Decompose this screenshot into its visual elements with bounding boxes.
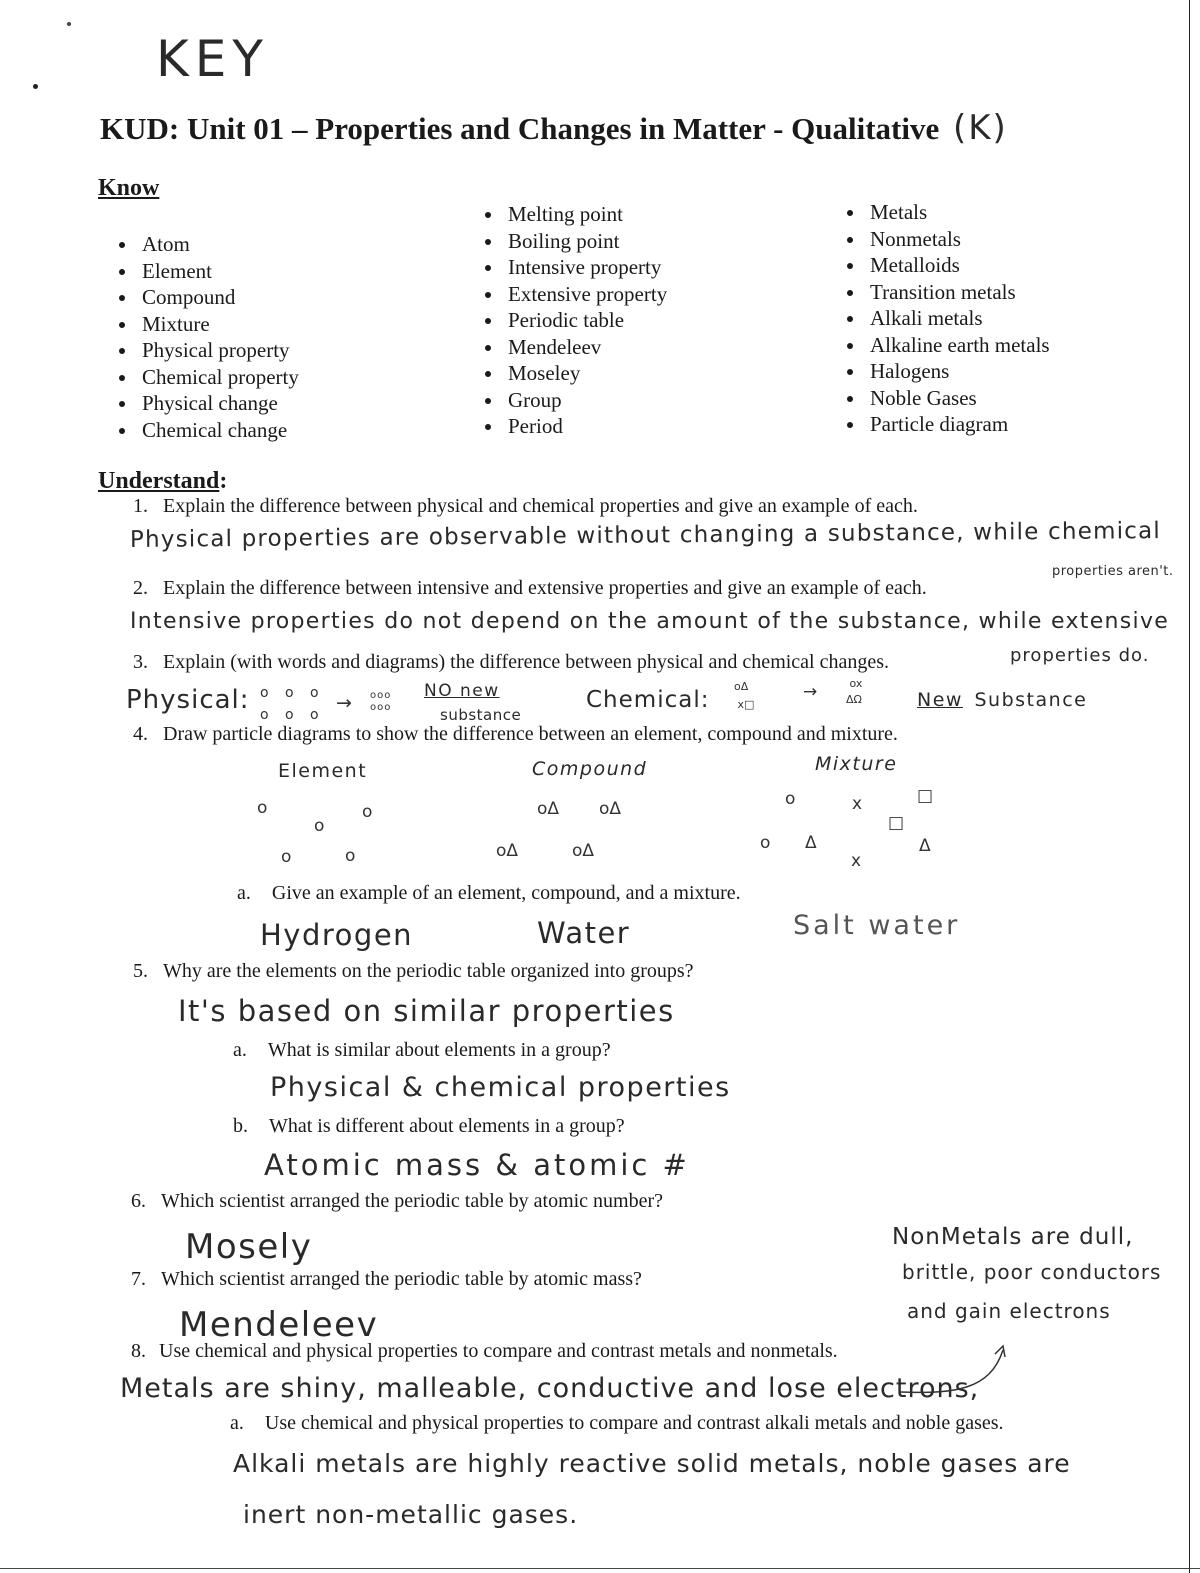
know-list-col3 xyxy=(834,199,1050,438)
page-title xyxy=(100,108,1008,148)
list-item: • Compound xyxy=(138,284,299,311)
chemical-change-label: Chemical: xyxy=(586,687,710,713)
question-text: Why are the elements on the periodic table organized into groups? xyxy=(163,960,694,982)
know-list-col2 xyxy=(472,201,667,440)
list-item: • Nonmetals xyxy=(866,226,1050,253)
question-4 xyxy=(133,723,898,746)
list-item: • Chemical change xyxy=(138,417,299,444)
compound-diagram-label: Compound xyxy=(532,758,648,780)
list-item: • Extensive property xyxy=(504,281,667,308)
list-item: • Metalloids xyxy=(866,252,1050,279)
mixture-diagram-label: Mixture xyxy=(815,753,898,775)
new-text: New xyxy=(917,689,963,711)
answer-4a-element: Hydrogen xyxy=(260,918,414,952)
question-4a xyxy=(237,882,741,905)
list-item: • Mixture xyxy=(138,311,299,338)
list-item: • Moseley xyxy=(504,360,667,387)
question-text: Draw particle diagrams to show the difference between an element, compound and mixture. xyxy=(163,723,898,745)
question-text: Which scientist arranged the periodic table by atomic number? xyxy=(161,1190,664,1212)
question-number: 6. xyxy=(131,1190,146,1212)
scan-speck xyxy=(33,84,38,89)
element-particle: o xyxy=(345,846,356,866)
element-particle: o xyxy=(257,798,268,818)
mixture-particle: x xyxy=(852,794,863,814)
answer-7: Mendeleev xyxy=(179,1305,379,1345)
question-text: What is different about elements in a group? xyxy=(269,1115,625,1137)
question-text: Give an example of an element, compound, and a mixture. xyxy=(271,882,741,904)
question-1 xyxy=(133,495,918,518)
element-particle: o xyxy=(281,847,292,867)
question-number: 1. xyxy=(133,495,148,517)
question-number: 5. xyxy=(133,960,148,982)
list-item: • Halogens xyxy=(866,358,1050,385)
mixture-particle: o xyxy=(760,833,771,853)
list-item: • Particle diagram xyxy=(866,411,1050,438)
list-item: • Period xyxy=(504,413,667,440)
question-8 xyxy=(131,1340,838,1363)
list-item: • Transition metals xyxy=(866,279,1050,306)
question-6 xyxy=(131,1190,663,1213)
list-item: • Group xyxy=(504,387,667,414)
question-5b xyxy=(233,1115,625,1138)
list-item: • Intensive property xyxy=(504,254,667,281)
list-item: • Element xyxy=(138,258,299,285)
question-5a xyxy=(233,1039,611,1062)
mixture-particle: Δ xyxy=(919,836,931,856)
list-item: • Alkaline earth metals xyxy=(866,332,1050,359)
list-item: • Periodic table xyxy=(504,307,667,334)
answer-8: Metals are shiny, malleable, conductive and lose electrons, xyxy=(120,1373,980,1404)
compound-particle: oΔ xyxy=(599,799,622,819)
nonmetals-note-line3: and gain electrons xyxy=(907,1299,1111,1323)
new-substance-label xyxy=(917,689,1087,711)
key-label: KEY xyxy=(156,30,269,88)
answer-8a-line2: inert non-metallic gases. xyxy=(243,1500,579,1529)
question-text: Use chemical and physical properties to compare and contrast metals and nonmetals. xyxy=(159,1340,838,1362)
understand-heading-text: Understand xyxy=(98,468,220,494)
question-text: Use chemical and physical properties to compare and contrast alkali metals and noble gases. xyxy=(264,1412,1004,1434)
page-edge xyxy=(0,1568,1200,1569)
nonmetals-note-line2: brittle, poor conductors xyxy=(902,1260,1162,1284)
answer-1: Physical properties are observable without changing a substance, while chemical xyxy=(129,518,1162,553)
question-text: Explain (with words and diagrams) the difference between physical and chemical changes. xyxy=(163,651,890,673)
mixture-particle: Δ xyxy=(805,833,817,853)
compound-particle: oΔ xyxy=(496,841,519,861)
question-text: What is similar about elements in a group? xyxy=(267,1039,611,1061)
question-number: b. xyxy=(233,1115,248,1137)
compound-particle: oΔ xyxy=(537,799,560,819)
arrow-icon: → xyxy=(336,692,352,714)
question-number: 4. xyxy=(133,723,148,745)
substance-label: substance xyxy=(440,706,522,724)
list-item: • Mendeleev xyxy=(504,334,667,361)
answer-5: It's based on similar properties xyxy=(178,994,675,1028)
particles-after: ooo ooo xyxy=(370,690,392,713)
question-7 xyxy=(131,1268,642,1291)
question-number: 2. xyxy=(133,577,148,599)
list-item: • Melting point xyxy=(504,201,667,228)
list-item: • Atom xyxy=(138,231,299,258)
question-text: Which scientist arranged the periodic table by atomic mass? xyxy=(161,1268,642,1290)
answer-2: Intensive properties do not depend on the amount of the substance, while extensive xyxy=(130,609,1170,634)
reactant-particles: oΔ x□ xyxy=(734,680,755,711)
answer-8a-line1: Alkali metals are highly reactive solid metals, noble gases are xyxy=(233,1449,1071,1478)
element-particle: o xyxy=(314,816,325,836)
question-8a xyxy=(230,1412,1004,1435)
question-number: a. xyxy=(233,1039,247,1061)
mixture-particle: x xyxy=(851,851,862,871)
answer-2-cont: properties do. xyxy=(1010,645,1150,666)
question-text: Explain the difference between physical and chemical properties and give an example of each. xyxy=(163,495,918,517)
question-number: 8. xyxy=(131,1340,146,1362)
element-diagram-label: Element xyxy=(278,760,368,782)
list-item: • Noble Gases xyxy=(866,385,1050,412)
list-item: • Boiling point xyxy=(504,228,667,255)
answer-5a: Physical & chemical properties xyxy=(270,1072,731,1103)
question-number: 3. xyxy=(133,651,148,673)
know-list-col1 xyxy=(106,231,299,443)
mixture-particle: □ xyxy=(917,786,934,806)
product-particles: ox ΔΩ xyxy=(846,677,863,706)
list-item: • Metals xyxy=(866,199,1050,226)
list-item: • Physical change xyxy=(138,390,299,417)
substance-text: Substance xyxy=(974,689,1088,711)
answer-5b: Atomic mass & atomic # xyxy=(264,1148,690,1182)
no-new-text: NO new xyxy=(424,681,500,701)
list-item: • Physical property xyxy=(138,337,299,364)
answer-6: Mosely xyxy=(185,1227,313,1267)
understand-heading: Understand: xyxy=(98,468,228,494)
arrow-icon: → xyxy=(803,682,818,702)
question-5 xyxy=(133,960,694,983)
question-number: a. xyxy=(230,1412,244,1434)
title-mark: (K) xyxy=(953,108,1008,148)
physical-change-label: Physical: xyxy=(126,685,250,715)
particles-before: o o o o o o xyxy=(260,685,325,723)
question-2 xyxy=(133,577,927,600)
nonmetals-note-line1: NonMetals are dull, xyxy=(892,1224,1134,1250)
answer-4a-mixture: Salt water xyxy=(793,910,961,941)
list-item: • Chemical property xyxy=(138,364,299,391)
question-number: 7. xyxy=(131,1268,146,1290)
list-item: • Alkali metals xyxy=(866,305,1050,332)
title-text: KUD: Unit 01 – Properties and Changes in Matter - Qualitative xyxy=(100,111,940,146)
compound-particle: oΔ xyxy=(572,841,595,861)
element-particle: o xyxy=(362,802,373,822)
question-number: a. xyxy=(237,882,251,904)
page-edge xyxy=(1189,0,1190,1573)
no-new-label xyxy=(424,681,500,701)
question-text: Explain the difference between intensive and extensive properties and give an example of each. xyxy=(163,577,927,599)
question-3 xyxy=(133,651,889,674)
mixture-particle: o xyxy=(785,789,796,809)
answer-4a-compound: Water xyxy=(537,916,631,950)
scan-speck xyxy=(67,22,71,26)
answer-1-cont: properties aren't. xyxy=(1052,564,1174,579)
mixture-particle: □ xyxy=(888,813,905,833)
know-heading: Know xyxy=(98,175,160,201)
connector-arrow xyxy=(895,1340,1025,1400)
